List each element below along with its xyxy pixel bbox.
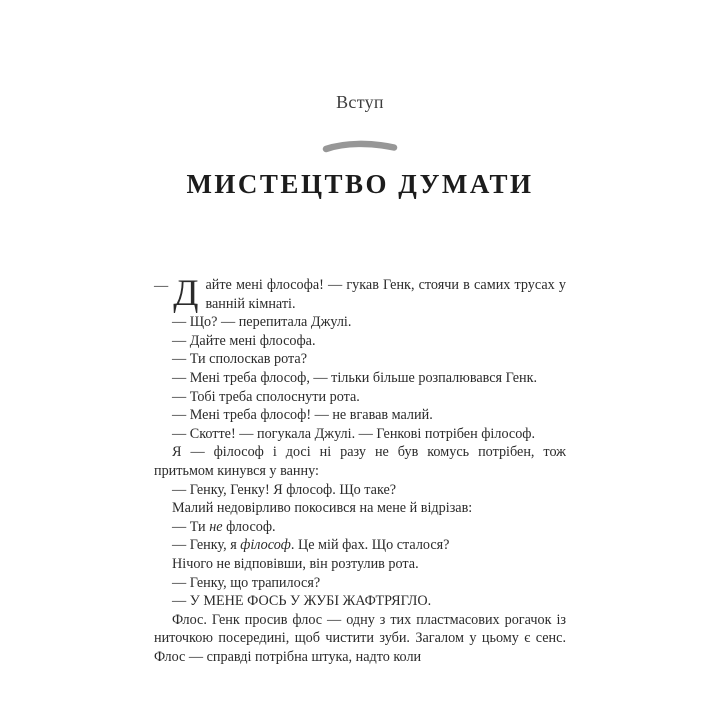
text-segment: Я — філософ і досі ні разу не був комусь потрібен, тож притьмом кинувся у ванну:: [154, 444, 566, 479]
text-segment: — Мені треба флософ! — не вгавав малий.: [172, 407, 433, 424]
paragraph: [154, 443, 566, 480]
text-segment: — Дайте мені флософа.: [172, 332, 316, 349]
text-segment: — Генку, я: [172, 537, 241, 554]
paragraph: [154, 611, 566, 667]
drop-cap: — Д: [154, 273, 199, 314]
paragraph: [154, 369, 566, 388]
text-segment: — Мені треба флософ, — тільки більше розпалювався Генк.: [172, 369, 538, 386]
paragraph: [154, 499, 566, 518]
text-segment: Флос. Генк просив флос — одну з тих пластмасових рогачок із ниточкою посередині, щоб чистити зуби. Загалом у цьому є сенс. Флос — справді потрібна штука, надто коли: [154, 611, 566, 665]
paragraph: [154, 574, 566, 593]
body-text: [154, 273, 566, 666]
paragraph: [154, 313, 566, 332]
text-segment: — Тобі треба сполоснути рота.: [172, 388, 360, 405]
text-segment: — Генку, що трапилося?: [172, 574, 321, 591]
text-segment: Малий недовірливо покосився на мене й відрізав:: [172, 500, 473, 517]
paragraph: [154, 273, 566, 314]
italic-text: не: [209, 518, 223, 535]
paragraph: [154, 425, 566, 444]
italic-text: філософ: [240, 537, 291, 554]
paragraph: [154, 332, 566, 351]
paragraph: [154, 388, 566, 407]
text-segment: Нічого не відповівши, він розтулив рота.: [172, 555, 419, 572]
paragraph: [154, 536, 566, 555]
text-segment: — Що? — перепитала Джулі.: [172, 314, 352, 331]
paragraph: [154, 481, 566, 500]
text-segment: . Це мій фах. Що сталося?: [290, 537, 450, 554]
page-title: МИСТЕЦТВО ДУМАТИ: [186, 169, 534, 199]
chapter-kicker: Вступ: [336, 92, 384, 112]
text-segment: флософ.: [222, 518, 276, 535]
text-segment: — Ти сполоскав рота?: [172, 351, 307, 368]
paragraph: [154, 350, 566, 369]
paragraph: [154, 592, 566, 611]
text-segment: — У МЕНЕ ФОСЬ У ЖУБІ ЖАФТРЯГЛО.: [172, 593, 432, 610]
text-segment: — Генку, Генку! Я флософ. Що таке?: [172, 481, 397, 498]
text-segment: — Ти: [172, 518, 210, 535]
divider-swoosh: [321, 139, 399, 153]
paragraph: [154, 406, 566, 425]
text-segment: — Скотте! — погукала Джулі. — Генкові потрібен філософ.: [172, 425, 536, 442]
text-segment: айте мені флософа! — гукав Генк, стоячи в самих трусах у ванній кімнаті.: [205, 277, 566, 312]
paragraph: [154, 555, 566, 574]
paragraph: [154, 518, 566, 537]
swoosh-stroke-icon: [321, 139, 399, 153]
